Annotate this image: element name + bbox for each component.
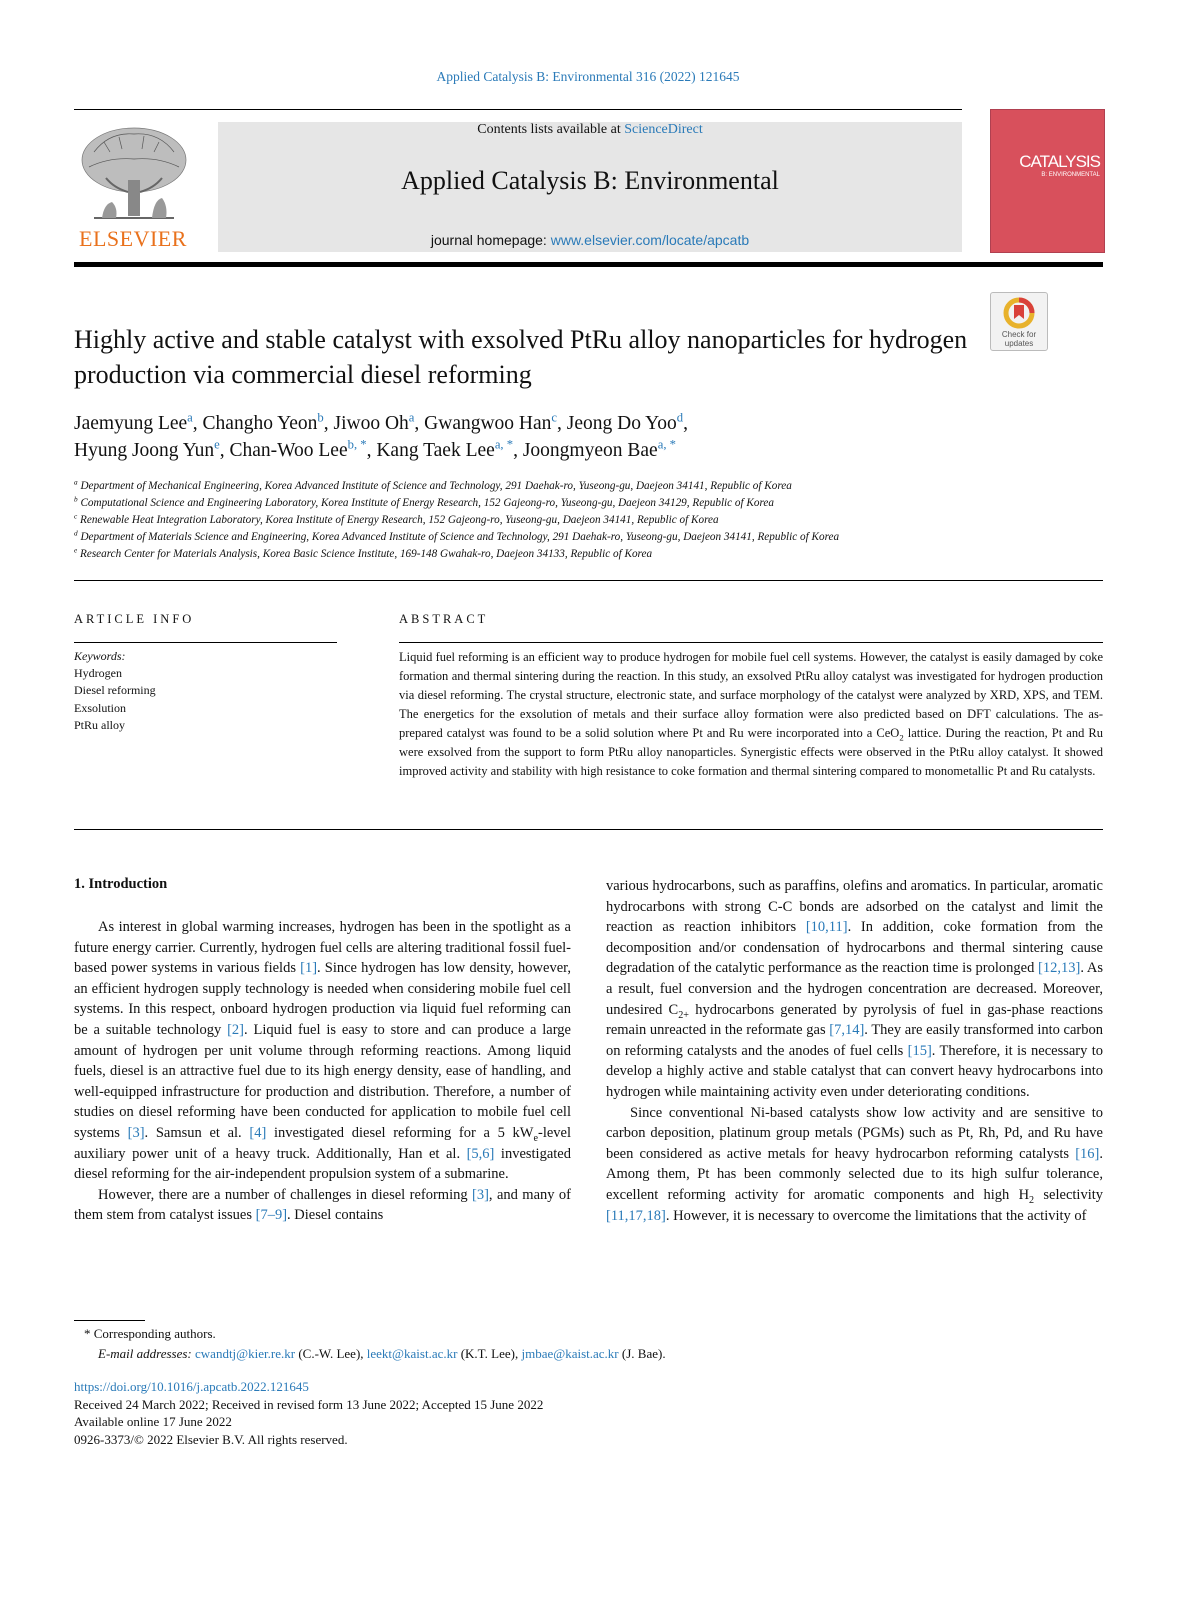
corresponding-note: * Corresponding authors.: [84, 1326, 216, 1341]
paragraph: As interest in global warming increases, hydrogen has been in the spotlight as a future energy carrier. Currently, hydrogen fuel cells are altering traditional fossil fuel-based power systems in various fields [1]. Since hydrogen has low density, however, an efficient hydrogen supply technology is needed when considering mobile fuel cell systems. In this respect, onboard hydrogen production via liquid fuel reforming can be a suitable technology [2]. Liquid fuel is easy to store and can produce a large amount of hydrogen per unit volume through reforming reactions. Among liquid fuels, diesel is an attractive fuel due to its high energy density, ease of handling, and well-equipped infrastructure for production and distribution. Therefore, a number of studies on diesel reforming have been conducted for application to mobile fuel cell systems [3]. Samsun et al. [4] investigated diesel reforming for a 5 $kW_e$-level auxiliary power unit of a heavy truck. Additionally, Han et al. [5,6] investigated diesel reforming for the air-independent propulsion system of a submarine.: [74, 919, 571, 1183]
author-name: Chan-Woo Lee: [229, 440, 348, 461]
available-online: Available online 17 June 2022: [74, 1414, 232, 1429]
email-link[interactable]: jmbae@kaist.ac.kr: [521, 1346, 619, 1361]
citation-link[interactable]: [15]: [907, 1042, 932, 1059]
cover-title: CATALYSIS: [1019, 152, 1100, 171]
citation-link[interactable]: [16]: [1075, 1145, 1100, 1162]
contents-line: [218, 122, 962, 138]
divider: [74, 829, 1103, 830]
journal-name: Applied Catalysis B: Environmental: [401, 166, 779, 195]
author-line-1: Jaemyung Lee$^a$, Changho Yeon$^b$, Jiwoo Oh$^a$, Gwangwoo Han$^c$, Jeong Do Yoo$^d$,: [74, 410, 688, 434]
crossmark-icon: [991, 293, 1047, 333]
author-affiliation-mark[interactable]: a: [408, 410, 415, 425]
citation-link[interactable]: [10,11]: [805, 919, 848, 936]
paragraph: Since conventional Ni-based catalysts show low activity and are sensitive to carbon deposition, platinum group metals (PGMs) such as Pt, Rh, Pd, and Ru have been considered as active metals for heavy hydrocarbon reforming catalysts [16]. Among them, Pt has been commonly selected due to its high sulfur tolerance, excellent reforming activity for aromatic components and high $H_2$ selectivity [11,17,18]. However, it is necessary to overcome the limitations that the activity of: [606, 1104, 1103, 1224]
citation-link[interactable]: [3]: [127, 1124, 145, 1141]
homepage-prefix: journal homepage:: [430, 232, 551, 248]
affiliation-item: $^c$ Renewable Heat Integration Laboratory, Korea Institute of Energy Research, 152 Gajeong-ro, Yuseong-gu, Daejeon 34141, Republic of Korea: [74, 512, 719, 526]
publication-info: [74, 1378, 1103, 1448]
citation-link[interactable]: [7,14]: [829, 1022, 865, 1039]
abstract-text: Liquid fuel reforming is an efficient way to produce hydrogen for mobile fuel cell systems. However, the catalyst is easily damaged by coke formation and thermal sintering during the reaction. In this study, an exsolved PtRu alloy catalyst was investigated for hydrogen production via diesel reforming. The crystal structure, electronic state, and surface morphology of the catalyst were analyzed by XRD, XPS, and TEM. The energetics for the exsolution of metals and their surface alloy formation were also predicted based on DFT calculations. The as-prepared catalyst was found to be a solid solution where Pt and Ru were incorporated into a CeO$_2$ lattice. During the reaction, Pt and Ru were exsolved from the support to form PtRu alloy nanoparticles. Synergistic effects were observed in the PtRu alloy catalyst. It showed improved activity and stability with high resistance to coke formation and thermal sintering compared to monometallic Pt and Ru catalysts.: [399, 650, 1103, 778]
author-name: Hyung Joong Yun: [74, 440, 215, 461]
divider: [74, 642, 337, 643]
article-info-heading: ARTICLE INFO: [74, 612, 195, 626]
email-link[interactable]: leekt@kaist.ac.kr: [366, 1346, 458, 1361]
author-affiliation-mark[interactable]: b, *: [347, 437, 367, 452]
footnotes: [74, 1324, 1103, 1364]
footnote-rule: [74, 1320, 145, 1321]
journal-citation-link[interactable]: Applied Catalysis B: Environmental 316 (2022) 121645: [436, 69, 740, 84]
affiliation-item: $^e$ Research Center for Materials Analysis, Korea Basic Science Institute, 169-148 Gwahak-ro, Daejeon 34133, Republic of Korea: [74, 546, 653, 560]
author-name: Kang Taek Lee: [376, 440, 495, 461]
author-name: Changho Yeon: [202, 413, 318, 434]
citation-link[interactable]: [12,13]: [1038, 960, 1081, 977]
citation-link[interactable]: [2]: [227, 1021, 244, 1038]
body-column-left: [74, 917, 571, 1226]
check-for-updates-button[interactable]: [990, 292, 1048, 351]
email-link[interactable]: cwandtj@kier.re.kr: [195, 1346, 296, 1361]
header-rule: [74, 109, 962, 110]
journal-cover-thumbnail[interactable]: [990, 109, 1105, 253]
author-name: Gwangwoo Han: [424, 413, 552, 434]
body-column-right: [606, 876, 1103, 1226]
paragraph: various hydrocarbons, such as paraffins, olefins and aromatics. In particular, aromatic hydrocarbons with strong C-C bonds are adsorbed on the catalyst and limit the reaction as reaction inhibitors [10,11]. In addition, coke formation from the decomposition and/or condensation of hydrocarbons and thermal sintering cause degradation of the catalytic performance as the reaction time is prolonged [12,13]. As a result, fuel conversion and the hydrogen concentration are decreased. Moreover, undesired $C_{2+}$ hydrocarbons generated by pyrolysis of fuel in gas-phase reactions remain unreacted in the reformate gas [7,14]. They are easily transformed into carbon on reforming catalysts and the anodes of fuel cells [15]. Therefore, it is necessary to develop a highly active and stable catalyst that can convert heavy hydrocarbons into hydrogen while maintaining activity even under deteriorating conditions.: [606, 878, 1104, 1100]
author-affiliation-mark[interactable]: a: [187, 410, 193, 425]
email-addresses: E-mail addresses: cwandtj@kier.re.kr (C.-W. Lee), leekt@kaist.ac.kr (K.T. Lee), jmbae@kaist.ac.kr (J. Bae).: [98, 1346, 666, 1361]
elsevier-wordmark: ELSEVIER: [79, 226, 187, 251]
author-list: [74, 410, 1074, 464]
crossmark-label: Check for updates: [1001, 330, 1037, 348]
keywords-block: [74, 648, 337, 734]
author-affiliation-mark[interactable]: c: [551, 410, 558, 425]
affiliation-item: $^d$ Department of Materials Science and Engineering, Korea Advanced Institute of Science and Technology, 291 Daehak-ro, Yuseong-gu, Daejeon 34141, Republic of Korea: [74, 529, 840, 543]
citation-link[interactable]: [11,17,18]: [606, 1207, 666, 1224]
author-name: Jeong Do Yoo: [566, 413, 677, 434]
affiliation-item: $^a$ Department of Mechanical Engineering, Korea Advanced Institute of Science and Technology, 291 Daehak-ro, Yuseong-gu, Daejeon 34141, Republic of Korea: [74, 478, 792, 492]
citation-link[interactable]: [4]: [249, 1124, 267, 1141]
article-title: Highly active and stable catalyst with exsolved PtRu alloy nanoparticles for hydrogen production via commercial diesel reforming: [74, 325, 968, 389]
abstract-heading: ABSTRACT: [399, 612, 489, 626]
doi-link[interactable]: https://doi.org/10.1016/j.apcatb.2022.121645: [74, 1379, 309, 1394]
author-name: Jiwoo Oh: [333, 413, 409, 434]
keyword-item: Exsolution: [74, 700, 127, 715]
elsevier-logo: [74, 122, 192, 252]
homepage-link[interactable]: www.elsevier.com/locate/apcatb: [550, 232, 750, 248]
author-line-2: Hyung Joong Yun$^e$, Chan-Woo Lee$^{b, *}$, Kang Taek Lee$^{a, *}$, Joongmyeon Bae$^{a, *}$: [74, 437, 676, 461]
masthead-thick-rule: [74, 262, 1103, 267]
divider: [74, 580, 1103, 581]
author-name: Jaemyung Lee: [74, 413, 188, 434]
keyword-item: Diesel reforming: [74, 683, 156, 698]
author-affiliation-mark[interactable]: a, *: [657, 437, 676, 452]
citation-link[interactable]: [1]: [300, 960, 318, 977]
divider: [399, 642, 1103, 643]
paragraph: However, there are a number of challenges in diesel reforming [3], and many of them stem from catalyst issues [7–9]. Diesel contains: [74, 1186, 571, 1224]
tree-icon: [74, 122, 192, 226]
affiliation-item: $^b$ Computational Science and Engineering Laboratory, Korea Institute of Energy Research, 152 Gajeong-ro, Yuseong-gu, Daejeon 34129, Republic of Korea: [74, 495, 774, 509]
citation-link[interactable]: [3]: [472, 1186, 489, 1203]
section-heading-introduction: 1. Introduction: [74, 876, 168, 892]
sciencedirect-link[interactable]: ScienceDirect: [624, 122, 703, 137]
citation-link[interactable]: [5,6]: [466, 1145, 495, 1162]
author-affiliation-mark[interactable]: a, *: [494, 437, 514, 452]
author-affiliation-mark[interactable]: e: [214, 437, 220, 452]
keyword-item: Hydrogen: [74, 666, 122, 681]
author-affiliation-mark[interactable]: b: [317, 410, 324, 425]
homepage-line: [218, 232, 962, 248]
citation-link[interactable]: [7–9]: [255, 1207, 288, 1224]
cover-subtitle: B: ENVIRONMENTAL: [1041, 172, 1100, 178]
keywords-label: Keywords:: [74, 649, 126, 663]
affiliations: [74, 478, 1103, 563]
author-name: Joongmyeon Bae: [522, 440, 658, 461]
author-affiliation-mark[interactable]: d: [676, 410, 684, 425]
keyword-item: PtRu alloy: [74, 717, 126, 732]
received-dates: Received 24 March 2022; Received in revised form 13 June 2022; Accepted 15 June 2022: [74, 1396, 544, 1412]
contents-prefix: Contents lists available at: [477, 122, 625, 137]
copyright: 0926-3373/© 2022 Elsevier B.V. All rights reserved.: [74, 1431, 348, 1447]
